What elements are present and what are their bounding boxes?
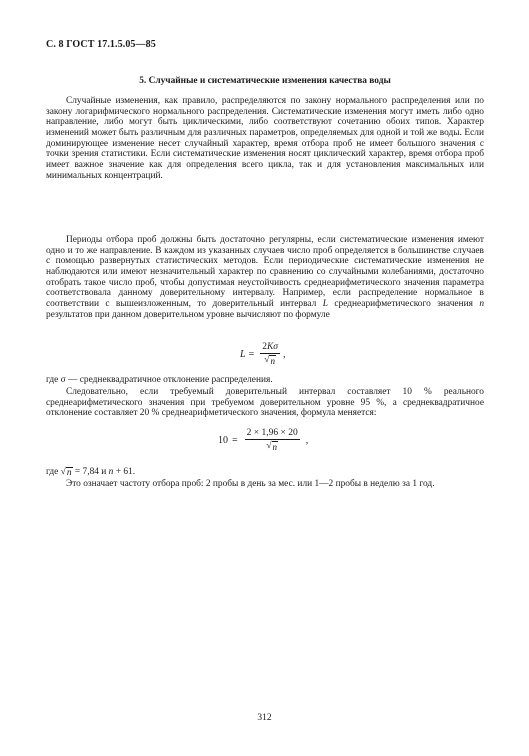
page-header: С. 8 ГОСТ 17.1.5.05—85 xyxy=(46,39,156,50)
paragraph-random-changes: Случайные изменения, как правило, распределяются по закону нормального распределения или по закону логарифмического нормального распределения. Систематические изменения могут иметь либо одно направление, либо могут быть циклическими, либо соответствуют сочетанию обоих типов. Характер изменений может быть различным для различных параметров, определяемых для одной и той же воды. Если доминирующее изменение несет случайный характер, время отбора проб не имеет большого значения с точки зрения статистики. Если систематические изменения носят циклический характер, время отбора проб имеет важное значение как для определения всего цикла, так и для установления максимальных или минимальных концентраций. xyxy=(46,96,484,181)
formula-suffix: , xyxy=(282,348,286,360)
formula-equals: = xyxy=(232,434,238,446)
paragraph-text: результатов при данном доверительном уровне вычисляют по формуле xyxy=(46,309,330,320)
variable-n: n xyxy=(479,298,485,309)
paragraph-sampling-periods xyxy=(46,235,484,320)
formula-equals: = xyxy=(248,348,255,360)
formula-numerator: 2 × 1,96 × 20 xyxy=(246,428,298,438)
formula-lhs: 10 xyxy=(218,434,228,446)
paragraph-frequency: Это означает частоту отбора проб: 2 пробы в день за мес. или 1—2 пробы в неделю за 1 год. xyxy=(66,479,435,489)
paragraph-text: Периоды отбора проб должны быть достаточно регулярны, если систематические изменения имеют одно и то же направление. В каждом из указанных случаев число проб определяется в большинстве случаев с помощью развернутых статистических методов. Если периодические систематические изменения не наблюдаются или имеют незначительный характер по сравнению со случайными колебаниями, достаточно отобрать такое число проб, чтобы допустимая неустойчивость среднеарифметического значения параметра соответствовала данному доверительному интервалу. Например, если распределение нормальное в соответствии с вышеизложенным, то доверительный интервал xyxy=(46,235,484,309)
inline-sqrt xyxy=(61,467,73,479)
paragraph-text: среднеарифметического значения xyxy=(334,298,473,309)
numerator-coefficient: 2 xyxy=(262,342,267,352)
formula-fraction xyxy=(245,428,300,452)
paragraph-text: где xyxy=(46,467,59,477)
sqrt-icon: √ xyxy=(60,467,66,477)
formula-denominator xyxy=(264,354,276,366)
formula-example xyxy=(218,428,308,452)
formula-denominator xyxy=(266,440,278,452)
formula-lhs: L xyxy=(240,348,246,360)
inline-sqrt-var: n xyxy=(66,468,72,478)
paragraph-result xyxy=(46,467,484,479)
variable-l: L xyxy=(322,298,328,309)
formula-confidence-interval xyxy=(240,342,285,366)
formula-fraction xyxy=(260,342,280,366)
variable-n: n xyxy=(108,467,114,477)
denominator-var: n xyxy=(270,356,275,366)
formula-numerator xyxy=(260,342,280,354)
formula-suffix: , xyxy=(305,434,309,446)
paragraph-consequently: Следовательно, если требуемый доверительный интервал составляет 10 % реального среднеарифметического значения при требуемом доверительном уровне 95 %, а среднеквадратичное отклонение составляет 20 % среднеарифметического значения, формула меняется: xyxy=(46,387,484,419)
paragraph-text: + 61. xyxy=(115,467,136,477)
paragraph-text: = 7,84 и xyxy=(74,467,107,477)
sqrt-icon: √ xyxy=(266,441,272,451)
section-title: 5. Случайные и систематические изменения качества воды xyxy=(139,76,391,86)
page-number: 312 xyxy=(257,713,272,723)
paragraph-sigma-definition: где σ — среднеквадратичное отклонение распределения. xyxy=(46,375,273,385)
numerator-k: K xyxy=(266,342,274,352)
numerator-sigma: σ xyxy=(273,342,278,352)
denominator-var: n xyxy=(272,442,278,452)
sqrt-icon: √ xyxy=(264,355,270,365)
